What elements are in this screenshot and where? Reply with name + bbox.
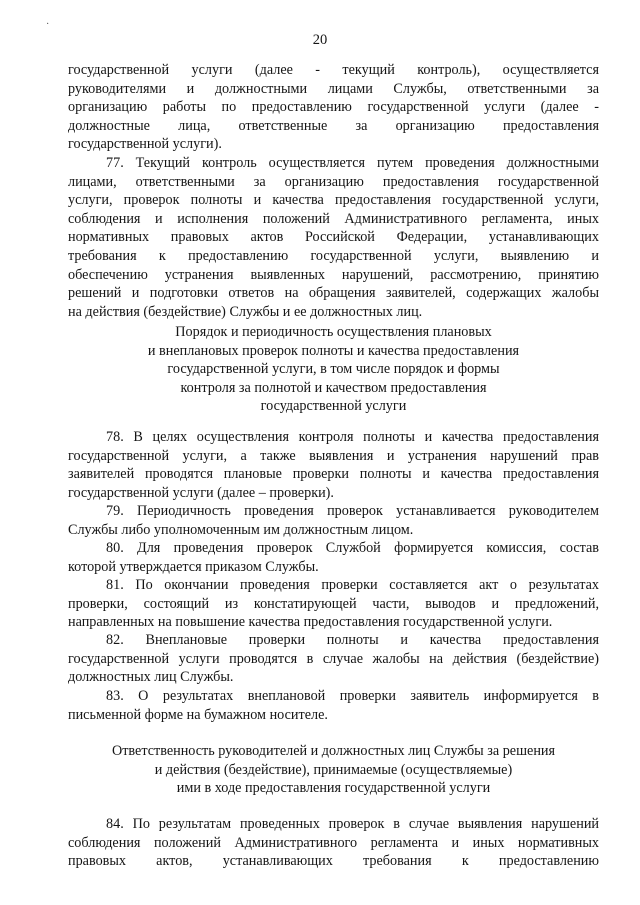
paragraph-84 — [68, 815, 599, 871]
paragraph-continuation — [68, 61, 599, 154]
text-line: государственной услуги, а также выявления и устранения нарушений прав — [68, 447, 599, 464]
text-line: обеспечению устранения выявленных нарушений, рассмотрению, принятию — [68, 266, 599, 283]
text-line: руководителями и должностными лицами Службы, ответственными за — [68, 80, 599, 97]
heading-line: государственной услуги — [260, 398, 407, 415]
text-line: соблюдения положений Административного регламента и иных нормативных — [68, 834, 599, 851]
text-line: государственной услуги (далее – проверки). — [68, 484, 334, 501]
heading-line: ими в ходе предоставления государственной услуги — [176, 780, 491, 797]
text-line: организацию работы по предоставлению государственной услуги (далее - — [68, 99, 599, 116]
text-line: 84. По результатам проведенных проверок в случае выявления нарушений — [106, 816, 599, 832]
section-heading-inspections — [68, 323, 599, 416]
text-line: должностных лиц Службы. — [68, 669, 234, 686]
text-line: государственной услуги). — [68, 136, 222, 153]
text-line: Службы либо уполномоченным им должностным лицом. — [68, 521, 414, 538]
text-line: 79. Периодичность проведения проверок устанавливается руководителем — [106, 503, 599, 519]
text-line: 82. Внеплановые проверки полноты и качества предоставления — [106, 632, 599, 648]
paragraph-78 — [68, 428, 599, 502]
text-line: государственной услуги (далее - текущий контроль), осуществляется — [68, 62, 599, 78]
paragraph-81 — [68, 576, 599, 632]
text-line: соблюдения и исполнения положений Административного регламента, иных — [68, 210, 599, 227]
text-line: 83. О результатах внеплановой проверки заявитель информируется в — [106, 688, 599, 704]
text-line: государственной услуги проводятся в случае жалобы на действия (бездействие) — [68, 650, 599, 667]
paragraph-82 — [68, 631, 599, 687]
text-line: 81. По окончании проведения проверки составляется акт о результатах — [106, 577, 599, 593]
text-line: должностные лица, ответственные за организацию предоставления — [68, 117, 599, 134]
heading-line: государственной услуги, в том числе порядок и формы — [167, 361, 500, 378]
text-line: требования к предоставлению государственной услуги, выявлению и — [68, 247, 599, 264]
heading-line: Ответственность руководителей и должностных лиц Службы за решения — [111, 743, 556, 759]
text-line: которой утверждается приказом Службы. — [68, 558, 319, 575]
heading-line: контроля за полнотой и качеством предоставления — [180, 379, 487, 396]
text-line: 80. Для проведения проверок Службой формируется комиссия, состав — [106, 540, 599, 556]
text-line: 77. Текущий контроль осуществляется путем проведения должностными — [106, 155, 599, 171]
text-line: на действия (бездействие) Службы и ее должностных лиц. — [68, 303, 423, 320]
text-line: заявителей проводятся плановые проверки полноты и качества предоставления — [68, 466, 599, 483]
text-line: проверки, состоящий из констатирующей части, выводов и предложений, — [68, 595, 599, 612]
text-line: правовых актов, устанавливающих требования к предоставлению — [68, 853, 599, 870]
scan-speck: · — [46, 19, 50, 30]
text-line: письменной форме на бумажном носителе. — [68, 706, 328, 723]
paragraph-80 — [68, 539, 599, 576]
text-line: лицами, ответственными за организацию предоставления государственной — [68, 173, 599, 190]
text-line: решений и подготовки ответов на обращения заявителей, содержащих жалобы — [68, 285, 599, 302]
text-line: услуги, проверок полноты и качества предоставления государственной услуги, — [68, 192, 599, 209]
text-line: 78. В целях осуществления контроля полноты и качества предоставления — [106, 429, 599, 445]
heading-line: и внеплановых проверок полноты и качества предоставления — [147, 342, 520, 359]
paragraph-79 — [68, 502, 599, 539]
page-number: 20 — [312, 32, 328, 48]
heading-line: Порядок и периодичность осуществления плановых — [175, 324, 492, 340]
section-heading-responsibility — [68, 742, 599, 798]
heading-line: и действия (бездействие), принимаемые (осуществляемые) — [154, 761, 513, 778]
paragraph-77 — [68, 154, 599, 321]
text-line: направленных на повышение качества предоставления государственной услуги. — [68, 614, 553, 631]
text-line: нормативных правовых актов Российской Федерации, устанавливающих — [68, 229, 599, 246]
paragraph-83 — [68, 687, 599, 724]
